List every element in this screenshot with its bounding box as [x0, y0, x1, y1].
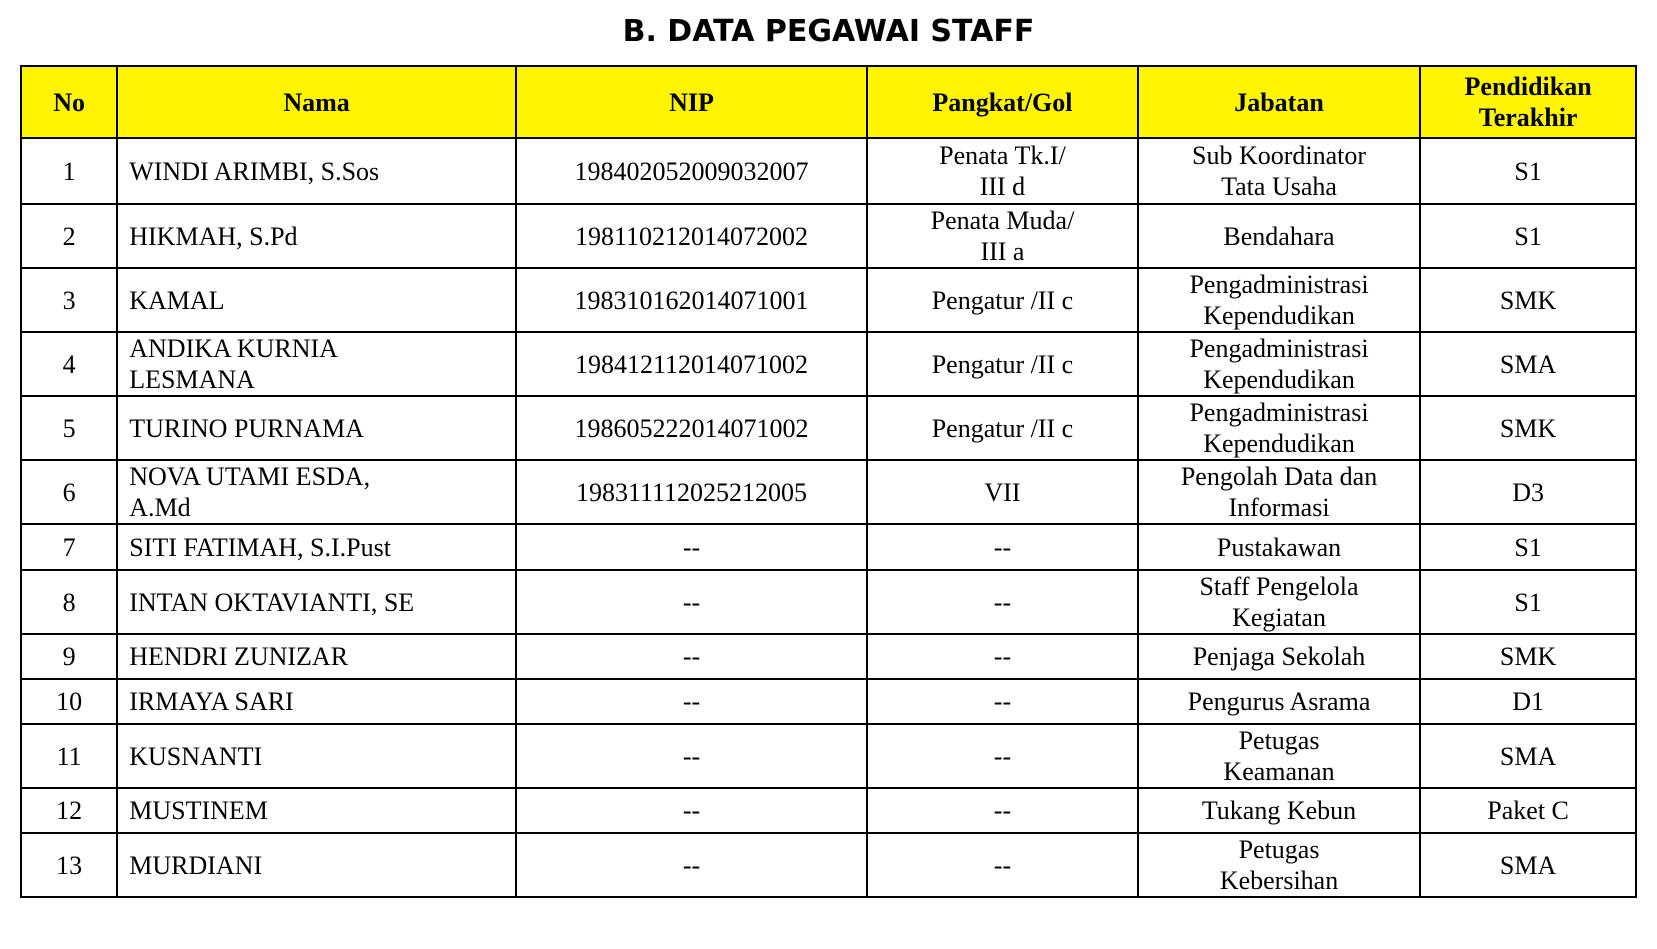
- cell-line: Kebersihan: [1219, 866, 1339, 895]
- cell-nama: [117, 788, 516, 833]
- cell-nip: --: [516, 570, 867, 634]
- cell-line: Kependudikan: [1203, 365, 1355, 394]
- cell-line: --: [993, 642, 1012, 671]
- cell-pangkat-gol: [867, 332, 1138, 396]
- cell-line: --: [993, 796, 1012, 825]
- cell-line: Pengolah Data dan: [1180, 462, 1378, 491]
- cell-line: Kegiatan: [1232, 603, 1326, 632]
- cell-line: NOVA UTAMI ESDA,: [129, 462, 371, 491]
- cell-pendidikan: SMK: [1420, 396, 1636, 460]
- column-header-nip: NIP: [516, 66, 867, 138]
- cell-nama: [117, 138, 516, 204]
- cell-line: Pengurus Asrama: [1187, 687, 1371, 716]
- cell-nip: 198110212014072002: [516, 204, 867, 268]
- cell-line: Kependudikan: [1203, 429, 1355, 458]
- cell-pendidikan: S1: [1420, 570, 1636, 634]
- cell-line: VII: [984, 477, 1021, 507]
- cell-nip: --: [516, 724, 867, 788]
- cell-line: LESMANA: [129, 365, 255, 394]
- cell-nip: 198310162014071001: [516, 268, 867, 332]
- cell-no: 9: [21, 634, 117, 679]
- header-line: Pendidikan: [1464, 72, 1592, 101]
- cell-line: HIKMAH, S.Pd: [129, 221, 298, 251]
- cell-no: 3: [21, 268, 117, 332]
- table-header: [21, 66, 1636, 138]
- table-row: [21, 332, 1636, 396]
- cell-line: MUSTINEM: [129, 796, 268, 825]
- cell-pendidikan: Paket C: [1420, 788, 1636, 833]
- cell-no: 13: [21, 833, 117, 897]
- cell-line: WINDI ARIMBI, S.Sos: [129, 156, 380, 186]
- cell-pendidikan: SMK: [1420, 634, 1636, 679]
- cell-pendidikan: S1: [1420, 138, 1636, 204]
- table-row: [21, 138, 1636, 204]
- cell-jabatan: [1138, 460, 1420, 524]
- table-row: [21, 833, 1636, 897]
- cell-no: 7: [21, 524, 117, 570]
- cell-line: Pengatur /II c: [931, 413, 1074, 443]
- cell-pangkat-gol: [867, 570, 1138, 634]
- table-row: [21, 724, 1636, 788]
- cell-pangkat-gol: [867, 138, 1138, 204]
- table-row: [21, 460, 1636, 524]
- cell-nama: [117, 570, 516, 634]
- cell-nama: [117, 332, 516, 396]
- cell-pangkat-gol: [867, 460, 1138, 524]
- cell-pendidikan: D3: [1420, 460, 1636, 524]
- cell-line: Penata Tk.I/: [939, 141, 1066, 170]
- cell-pangkat-gol: [867, 833, 1138, 897]
- cell-pangkat-gol: [867, 204, 1138, 268]
- cell-jabatan: [1138, 570, 1420, 634]
- table-body: [21, 138, 1636, 897]
- cell-nama: [117, 396, 516, 460]
- cell-pendidikan: SMA: [1420, 833, 1636, 897]
- cell-line: SITI FATIMAH, S.I.Pust: [129, 532, 391, 562]
- cell-jabatan: [1138, 833, 1420, 897]
- cell-nip: --: [516, 788, 867, 833]
- cell-pendidikan: SMA: [1420, 332, 1636, 396]
- cell-line: KUSNANTI: [129, 741, 263, 771]
- cell-jabatan: [1138, 788, 1420, 833]
- column-header-jabatan: Jabatan: [1138, 66, 1420, 138]
- column-header-nama: Nama: [117, 66, 516, 138]
- cell-line: Informasi: [1228, 493, 1330, 522]
- header-line: Terakhir: [1478, 103, 1578, 132]
- cell-nip: 198605222014071002: [516, 396, 867, 460]
- cell-jabatan: [1138, 332, 1420, 396]
- cell-nip: 198412112014071002: [516, 332, 867, 396]
- cell-line: --: [993, 532, 1012, 562]
- cell-nama: [117, 268, 516, 332]
- cell-line: --: [993, 587, 1012, 617]
- cell-pangkat-gol: [867, 524, 1138, 570]
- cell-nip: --: [516, 524, 867, 570]
- cell-nama: [117, 724, 516, 788]
- cell-pangkat-gol: [867, 679, 1138, 724]
- cell-pendidikan: S1: [1420, 524, 1636, 570]
- cell-jabatan: [1138, 634, 1420, 679]
- cell-line: IRMAYA SARI: [129, 687, 294, 716]
- cell-no: 11: [21, 724, 117, 788]
- cell-no: 5: [21, 396, 117, 460]
- column-header-no: No: [21, 66, 117, 138]
- cell-line: --: [993, 741, 1012, 771]
- cell-pendidikan: S1: [1420, 204, 1636, 268]
- header-row: [21, 66, 1636, 138]
- table-row: [21, 524, 1636, 570]
- cell-line: III d: [979, 172, 1026, 201]
- cell-line: ANDIKA KURNIA: [129, 334, 338, 363]
- cell-jabatan: [1138, 679, 1420, 724]
- cell-line: TURINO PURNAMA: [129, 413, 364, 443]
- cell-line: Pengatur /II c: [931, 349, 1074, 379]
- cell-nama: [117, 634, 516, 679]
- cell-line: Pengadministrasi: [1189, 334, 1369, 363]
- cell-line: Pengadministrasi: [1189, 270, 1369, 299]
- cell-line: Tata Usaha: [1221, 172, 1337, 201]
- cell-pendidikan: SMK: [1420, 268, 1636, 332]
- cell-line: MURDIANI: [129, 850, 263, 880]
- cell-line: Pustakawan: [1216, 532, 1342, 562]
- cell-no: 1: [21, 138, 117, 204]
- cell-line: --: [993, 850, 1012, 880]
- page-title: B. DATA PEGAWAI STAFF: [622, 14, 1035, 49]
- cell-line: Penjaga Sekolah: [1192, 642, 1366, 671]
- cell-no: 12: [21, 788, 117, 833]
- cell-jabatan: [1138, 268, 1420, 332]
- table-row: [21, 268, 1636, 332]
- cell-line: KAMAL: [129, 285, 225, 315]
- cell-pangkat-gol: [867, 268, 1138, 332]
- table-row: [21, 634, 1636, 679]
- table-row: [21, 679, 1636, 724]
- cell-nama: [117, 460, 516, 524]
- cell-no: 8: [21, 570, 117, 634]
- staff-table: [20, 65, 1637, 898]
- cell-line: INTAN OKTAVIANTI, SE: [129, 587, 415, 617]
- cell-nip: --: [516, 679, 867, 724]
- cell-nip: 198402052009032007: [516, 138, 867, 204]
- cell-nama: [117, 204, 516, 268]
- cell-line: Bendahara: [1223, 221, 1335, 251]
- table-row: [21, 788, 1636, 833]
- cell-line: Pengadministrasi: [1189, 398, 1369, 427]
- cell-line: HENDRI ZUNIZAR: [129, 642, 349, 671]
- cell-no: 2: [21, 204, 117, 268]
- cell-pangkat-gol: [867, 724, 1138, 788]
- cell-line: III a: [980, 237, 1025, 266]
- cell-nama: [117, 833, 516, 897]
- table-row: [21, 204, 1636, 268]
- cell-line: Sub Koordinator: [1191, 141, 1367, 170]
- cell-jabatan: [1138, 524, 1420, 570]
- cell-pangkat-gol: [867, 396, 1138, 460]
- cell-jabatan: [1138, 396, 1420, 460]
- cell-nama: [117, 524, 516, 570]
- cell-line: Petugas: [1238, 726, 1320, 755]
- cell-no: 4: [21, 332, 117, 396]
- cell-line: --: [993, 687, 1012, 716]
- cell-nip: 198311112025212005: [516, 460, 867, 524]
- cell-line: Petugas: [1238, 835, 1320, 864]
- cell-line: Kependudikan: [1203, 301, 1355, 330]
- cell-pendidikan: D1: [1420, 679, 1636, 724]
- column-header-pendidikan-terakhir: [1420, 66, 1636, 138]
- cell-jabatan: [1138, 138, 1420, 204]
- cell-line: Penata Muda/: [930, 206, 1075, 235]
- cell-no: 6: [21, 460, 117, 524]
- cell-line: Staff Pengelola: [1199, 572, 1359, 601]
- table-row: [21, 396, 1636, 460]
- column-header-pangkat-gol: Pangkat/Gol: [867, 66, 1138, 138]
- cell-nip: --: [516, 634, 867, 679]
- cell-line: A.Md: [129, 493, 191, 522]
- cell-line: Keamanan: [1223, 757, 1335, 786]
- cell-pangkat-gol: [867, 634, 1138, 679]
- cell-nama: [117, 679, 516, 724]
- cell-pendidikan: SMA: [1420, 724, 1636, 788]
- cell-line: Tukang Kebun: [1201, 796, 1357, 825]
- cell-jabatan: [1138, 204, 1420, 268]
- cell-jabatan: [1138, 724, 1420, 788]
- cell-line: Pengatur /II c: [931, 285, 1074, 315]
- cell-nip: --: [516, 833, 867, 897]
- cell-pangkat-gol: [867, 788, 1138, 833]
- cell-no: 10: [21, 679, 117, 724]
- table-row: [21, 570, 1636, 634]
